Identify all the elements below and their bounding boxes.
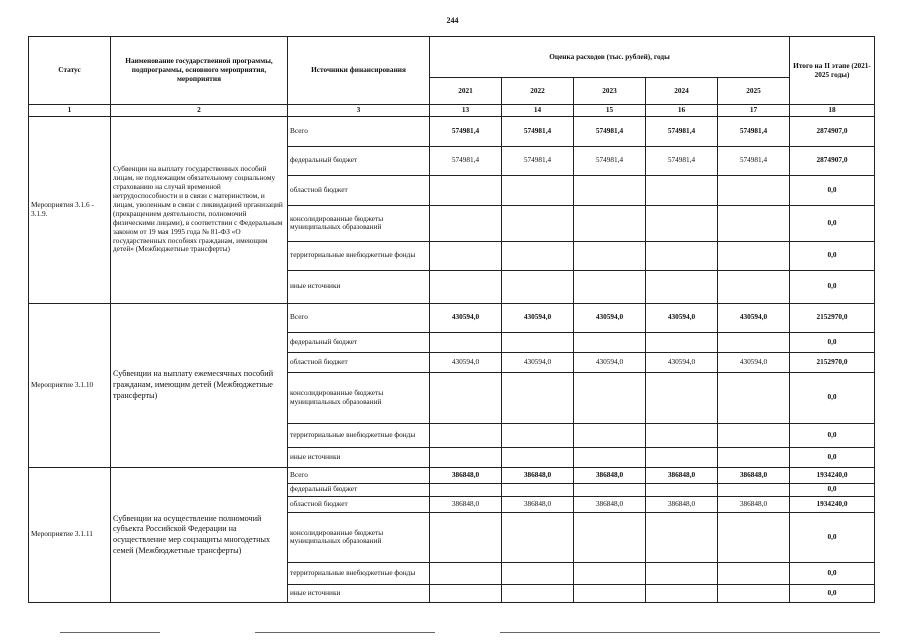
year-value: [430, 270, 502, 303]
year-value: 430594,0: [574, 352, 646, 372]
funding-source: областной бюджет: [288, 175, 430, 205]
year-value: [718, 241, 790, 270]
row-total: 0,0: [790, 447, 875, 467]
funding-source: иные источники: [288, 584, 430, 602]
funding-source: федеральный бюджет: [288, 332, 430, 352]
year-value: [502, 241, 574, 270]
footer-rule: [255, 632, 435, 633]
year-value: [718, 175, 790, 205]
year-value: [574, 270, 646, 303]
year-value: [574, 483, 646, 496]
year-value: [430, 423, 502, 447]
header-year: 2025: [718, 78, 790, 105]
year-value: 386848,0: [574, 496, 646, 512]
year-value: 574981,4: [574, 116, 646, 146]
year-value: [646, 483, 718, 496]
year-value: [574, 332, 646, 352]
year-value: [430, 205, 502, 241]
measure-status: Мероприятие 3.1.10: [29, 303, 111, 467]
year-value: 574981,4: [646, 146, 718, 175]
row-total: 2874907,0: [790, 116, 875, 146]
row-total: 2152970,0: [790, 352, 875, 372]
year-value: [502, 205, 574, 241]
header-year: 2024: [646, 78, 718, 105]
year-value: 386848,0: [430, 496, 502, 512]
funding-source: консолидированные бюджеты муниципальных образований: [288, 205, 430, 241]
year-value: [430, 584, 502, 602]
funding-source: областной бюджет: [288, 496, 430, 512]
row-total: 0,0: [790, 512, 875, 562]
year-value: 430594,0: [574, 303, 646, 332]
year-value: 386848,0: [718, 467, 790, 483]
year-value: [502, 332, 574, 352]
row-total: 1934240,0: [790, 467, 875, 483]
year-value: 386848,0: [502, 467, 574, 483]
row-total: 0,0: [790, 205, 875, 241]
row-total: 0,0: [790, 270, 875, 303]
year-value: [502, 372, 574, 423]
year-value: [430, 241, 502, 270]
year-value: [646, 512, 718, 562]
funding-source: Всего: [288, 467, 430, 483]
funding-source: консолидированные бюджеты муниципальных образований: [288, 512, 430, 562]
year-value: [502, 175, 574, 205]
year-value: [502, 447, 574, 467]
column-number: 3: [288, 105, 430, 117]
year-value: [718, 447, 790, 467]
year-value: [574, 584, 646, 602]
header-name: Наименование государственной программы, подпрограммы, основного мероприятия, мероприятия: [111, 37, 288, 105]
year-value: 430594,0: [430, 352, 502, 372]
year-value: 430594,0: [646, 352, 718, 372]
year-value: 430594,0: [718, 303, 790, 332]
column-number: 2: [111, 105, 288, 117]
header-year: 2022: [502, 78, 574, 105]
column-number: 16: [646, 105, 718, 117]
year-value: 430594,0: [430, 303, 502, 332]
table-row: [29, 467, 875, 483]
table-row: [29, 116, 875, 146]
year-value: [574, 423, 646, 447]
year-value: 430594,0: [646, 303, 718, 332]
column-number: 18: [790, 105, 875, 117]
year-value: [574, 175, 646, 205]
funding-source: иные источники: [288, 447, 430, 467]
footer-rule: [60, 632, 160, 633]
measure-description: Субвенции на выплату ежемесячных пособий гражданам, имеющим детей (Межбюджетные трансферты): [111, 303, 288, 467]
year-value: [502, 584, 574, 602]
funding-source: территориальные внебюджетные фонды: [288, 423, 430, 447]
column-number: 15: [574, 105, 646, 117]
year-value: 574981,4: [718, 116, 790, 146]
row-total: 0,0: [790, 241, 875, 270]
measure-description: Субвенции на осуществление полномочий субъекта Российской Федерации на осуществление мер соцзащиты многодетных семей (Межбюджетные трансферты): [111, 467, 288, 602]
year-value: [574, 205, 646, 241]
funding-source: территориальные внебюджетные фонды: [288, 562, 430, 584]
year-value: [646, 562, 718, 584]
year-value: [430, 483, 502, 496]
year-value: 574981,4: [574, 146, 646, 175]
year-value: [502, 423, 574, 447]
year-value: 574981,4: [502, 116, 574, 146]
year-value: [646, 270, 718, 303]
year-value: 386848,0: [718, 496, 790, 512]
year-value: [574, 512, 646, 562]
funding-source: областной бюджет: [288, 352, 430, 372]
year-value: [502, 270, 574, 303]
year-value: 574981,4: [430, 146, 502, 175]
funding-source: федеральный бюджет: [288, 146, 430, 175]
year-value: [646, 205, 718, 241]
year-value: 430594,0: [502, 352, 574, 372]
header-year: 2021: [430, 78, 502, 105]
year-value: [718, 512, 790, 562]
year-value: [430, 447, 502, 467]
budget-table: [28, 36, 875, 603]
year-value: [718, 332, 790, 352]
year-value: [646, 584, 718, 602]
year-value: [646, 175, 718, 205]
row-total: 0,0: [790, 332, 875, 352]
row-total: 0,0: [790, 175, 875, 205]
year-value: 386848,0: [646, 496, 718, 512]
funding-source: Всего: [288, 303, 430, 332]
row-total: 0,0: [790, 562, 875, 584]
year-value: [646, 372, 718, 423]
row-total: 2874907,0: [790, 146, 875, 175]
year-value: [430, 512, 502, 562]
year-value: [430, 175, 502, 205]
funding-source: консолидированные бюджеты муниципальных образований: [288, 372, 430, 423]
year-value: 386848,0: [574, 467, 646, 483]
year-value: [646, 332, 718, 352]
table-row: [29, 303, 875, 332]
row-total: 2152970,0: [790, 303, 875, 332]
row-total: 0,0: [790, 584, 875, 602]
year-value: [718, 562, 790, 584]
year-value: [574, 447, 646, 467]
column-number: 17: [718, 105, 790, 117]
funding-source: Всего: [288, 116, 430, 146]
year-value: [574, 241, 646, 270]
header-estimate: Оценка расходов (тыс. рублей), годы: [430, 37, 790, 78]
year-value: 574981,4: [718, 146, 790, 175]
year-value: 574981,4: [646, 116, 718, 146]
year-value: [646, 423, 718, 447]
header-sources: Источники финансирования: [288, 37, 430, 105]
year-value: 386848,0: [502, 496, 574, 512]
year-value: [718, 483, 790, 496]
row-total: 0,0: [790, 483, 875, 496]
year-value: 386848,0: [646, 467, 718, 483]
header-year: 2023: [574, 78, 646, 105]
year-value: [502, 483, 574, 496]
year-value: [502, 512, 574, 562]
year-value: [718, 270, 790, 303]
year-value: [430, 372, 502, 423]
header-status: Статус: [29, 37, 111, 105]
row-total: 1934240,0: [790, 496, 875, 512]
funding-source: федеральный бюджет: [288, 483, 430, 496]
column-number: 1: [29, 105, 111, 117]
header-total: Итого на II этапе (2021-2025 годы): [790, 37, 875, 105]
year-value: [646, 447, 718, 467]
year-value: 430594,0: [502, 303, 574, 332]
year-value: [574, 372, 646, 423]
year-value: [718, 372, 790, 423]
row-total: 0,0: [790, 423, 875, 447]
year-value: 430594,0: [718, 352, 790, 372]
funding-source: иные источники: [288, 270, 430, 303]
year-value: [430, 332, 502, 352]
year-value: [646, 241, 718, 270]
funding-source: территориальные внебюджетные фонды: [288, 241, 430, 270]
measure-description: Субвенции на выплату государственных пособий лицам, не подлежащим обязательному социальному страхованию на случай временной нетрудоспособности и в связи с материнством, и лицам, уволенным в связи с ликвидацией организаций (прекращением деятельности, полномочий физическими лицами), в соответствии с Федеральным законом от 19 мая 1995 года № 81-ФЗ «О государственных пособиях гражданам, имеющим детей» (Межбюджетные трансферты): [111, 116, 288, 303]
column-number: 14: [502, 105, 574, 117]
year-value: 574981,4: [502, 146, 574, 175]
measure-status: Мероприятие 3.1.11: [29, 467, 111, 602]
row-total: 0,0: [790, 372, 875, 423]
year-value: 386848,0: [430, 467, 502, 483]
year-value: [718, 205, 790, 241]
page-number: 244: [446, 16, 459, 25]
year-value: [430, 562, 502, 584]
column-number: 13: [430, 105, 502, 117]
year-value: [574, 562, 646, 584]
footer-rule: [500, 632, 880, 633]
year-value: [718, 423, 790, 447]
year-value: [502, 562, 574, 584]
year-value: [718, 584, 790, 602]
measure-status: Мероприятия 3.1.6 - 3.1.9.: [29, 116, 111, 303]
year-value: 574981,4: [430, 116, 502, 146]
